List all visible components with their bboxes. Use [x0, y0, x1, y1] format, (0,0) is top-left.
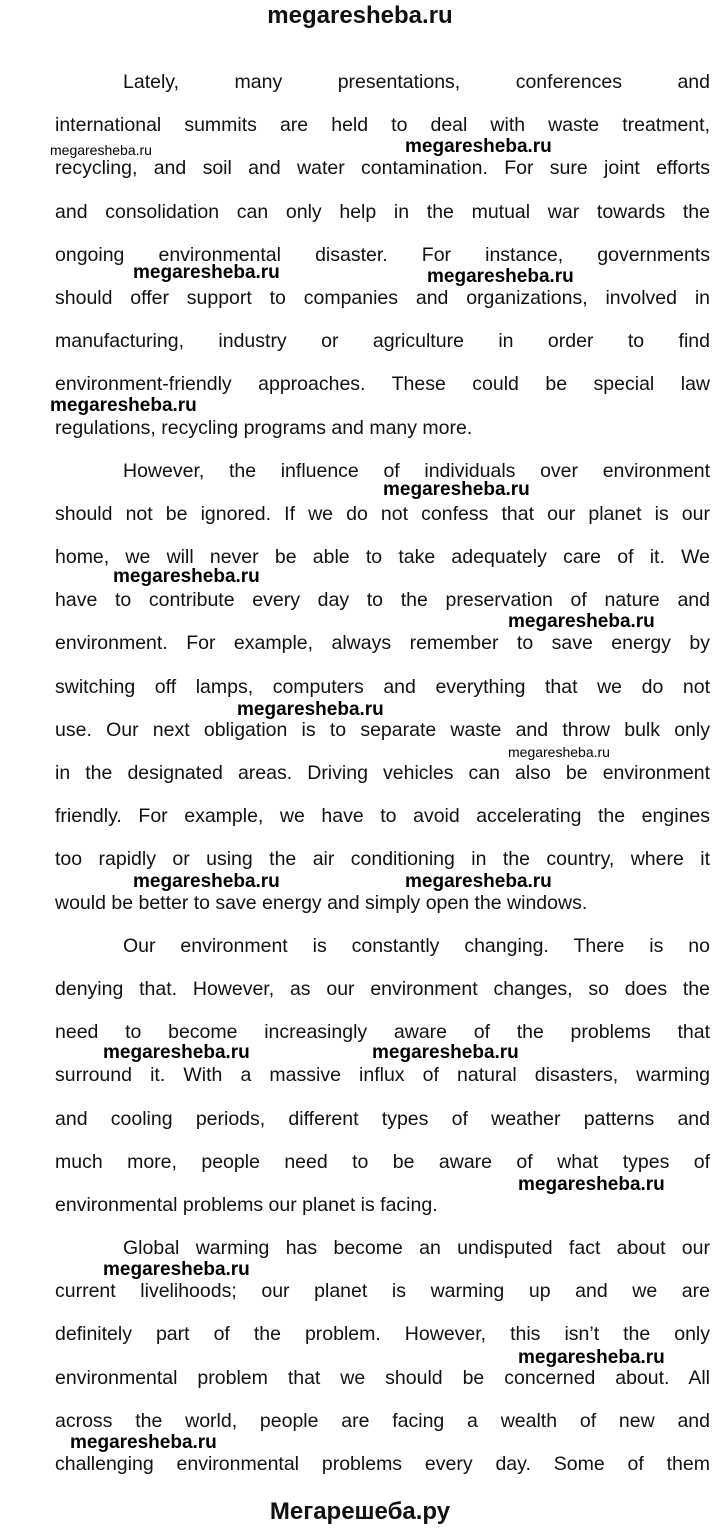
text-line: need to become increasingly aware of the problems that	[55, 1021, 710, 1044]
text-line: regulations, recycling programs and many more.	[55, 416, 473, 439]
text-line: environment-friendly approaches. These could be special law	[55, 373, 710, 396]
text-line: in the designated areas. Driving vehicles can also be environment	[55, 762, 710, 784]
paragraph	[55, 61, 710, 450]
text-line: manufacturing, industry or agriculture in order to find	[55, 330, 710, 353]
text-line: across the world, people are facing a wealth of new and	[55, 1409, 710, 1432]
text-line: and cooling periods, different types of weather patterns and	[55, 1107, 710, 1130]
watermark-text: megaresheba.ru	[518, 1174, 665, 1195]
watermark-text: megaresheba.ru	[508, 611, 655, 632]
watermark-text: megaresheba.ru	[103, 1042, 250, 1063]
paragraph	[55, 450, 710, 925]
text-line: should not be ignored. If we do not confess that our planet is our	[55, 502, 710, 525]
text-line: much more, people need to be aware of what types of	[55, 1150, 710, 1173]
site-footer: Мегарешеба.ру	[269, 1498, 451, 1525]
text-line: Our environment is constantly changing. There is no	[123, 934, 710, 957]
text-line: have to contribute every day to the preservation of nature and	[55, 589, 710, 612]
text-line: ongoing environmental disaster. For instance, governments	[55, 243, 710, 266]
site-header: megaresheba.ru	[267, 2, 453, 29]
watermark-text: megaresheba.ru	[405, 871, 552, 892]
text-line: use. Our next obligation is to separate waste and throw bulk only	[55, 718, 710, 741]
watermark-text: megaresheba.ru	[103, 1259, 250, 1280]
watermark-text: megaresheba.ru	[427, 266, 574, 287]
text-line: international summits are held to deal with waste treatment,	[55, 114, 710, 137]
watermark-text: megaresheba.ru	[50, 142, 152, 158]
text-line: switching off lamps, computers and everything that we do not	[55, 675, 710, 698]
watermark-text: megaresheba.ru	[70, 1432, 217, 1453]
watermark-text: megaresheba.ru	[405, 136, 552, 157]
watermark-text: megaresheba.ru	[133, 871, 280, 892]
text-line: challenging environmental problems every day. Some of them	[55, 1453, 710, 1475]
text-line: too rapidly or using the air conditioning in the country, where it	[55, 848, 710, 871]
watermark-text: megaresheba.ru	[518, 1347, 665, 1368]
text-line: definitely part of the problem. However, this isn’t the only	[55, 1323, 710, 1346]
watermark-text: megaresheba.ru	[113, 566, 260, 587]
text-line: environmental problems our planet is facing.	[55, 1193, 438, 1216]
text-line: However, the influence of individuals over environment	[123, 459, 710, 482]
watermark-text: megaresheba.ru	[237, 699, 384, 720]
watermark-text: megaresheba.ru	[508, 744, 610, 760]
text-line: surround it. With a massive influx of natural disasters, warming	[55, 1064, 710, 1087]
text-line: and consolidation can only help in the mutual war towards the	[55, 200, 710, 223]
text-line: recycling, and soil and water contamination. For sure joint efforts	[55, 157, 710, 180]
text-line: would be better to save energy and simply open the windows.	[55, 891, 588, 914]
text-line: environment. For example, always remember to save energy by	[55, 632, 710, 655]
text-line: denying that. However, as our environment changes, so does the	[55, 977, 710, 1000]
text-line: environmental problem that we should be concerned about. All	[55, 1366, 710, 1389]
text-line: Lately, many presentations, conferences and	[123, 71, 710, 93]
watermark-text: megaresheba.ru	[372, 1042, 519, 1063]
text-line: should offer support to companies and organizations, involved in	[55, 286, 710, 309]
text-line: current livelihoods; our planet is warming up and we are	[55, 1280, 710, 1303]
text-line: Global warming has become an undisputed fact about our	[123, 1237, 710, 1260]
text-line: friendly. For example, we have to avoid accelerating the engines	[55, 805, 710, 828]
text-line: home, we will never be able to take adequately care of it. We	[55, 546, 710, 569]
watermark-text: megaresheba.ru	[133, 262, 280, 283]
watermark-text: megaresheba.ru	[383, 479, 530, 500]
watermark-text: megaresheba.ru	[50, 395, 197, 416]
